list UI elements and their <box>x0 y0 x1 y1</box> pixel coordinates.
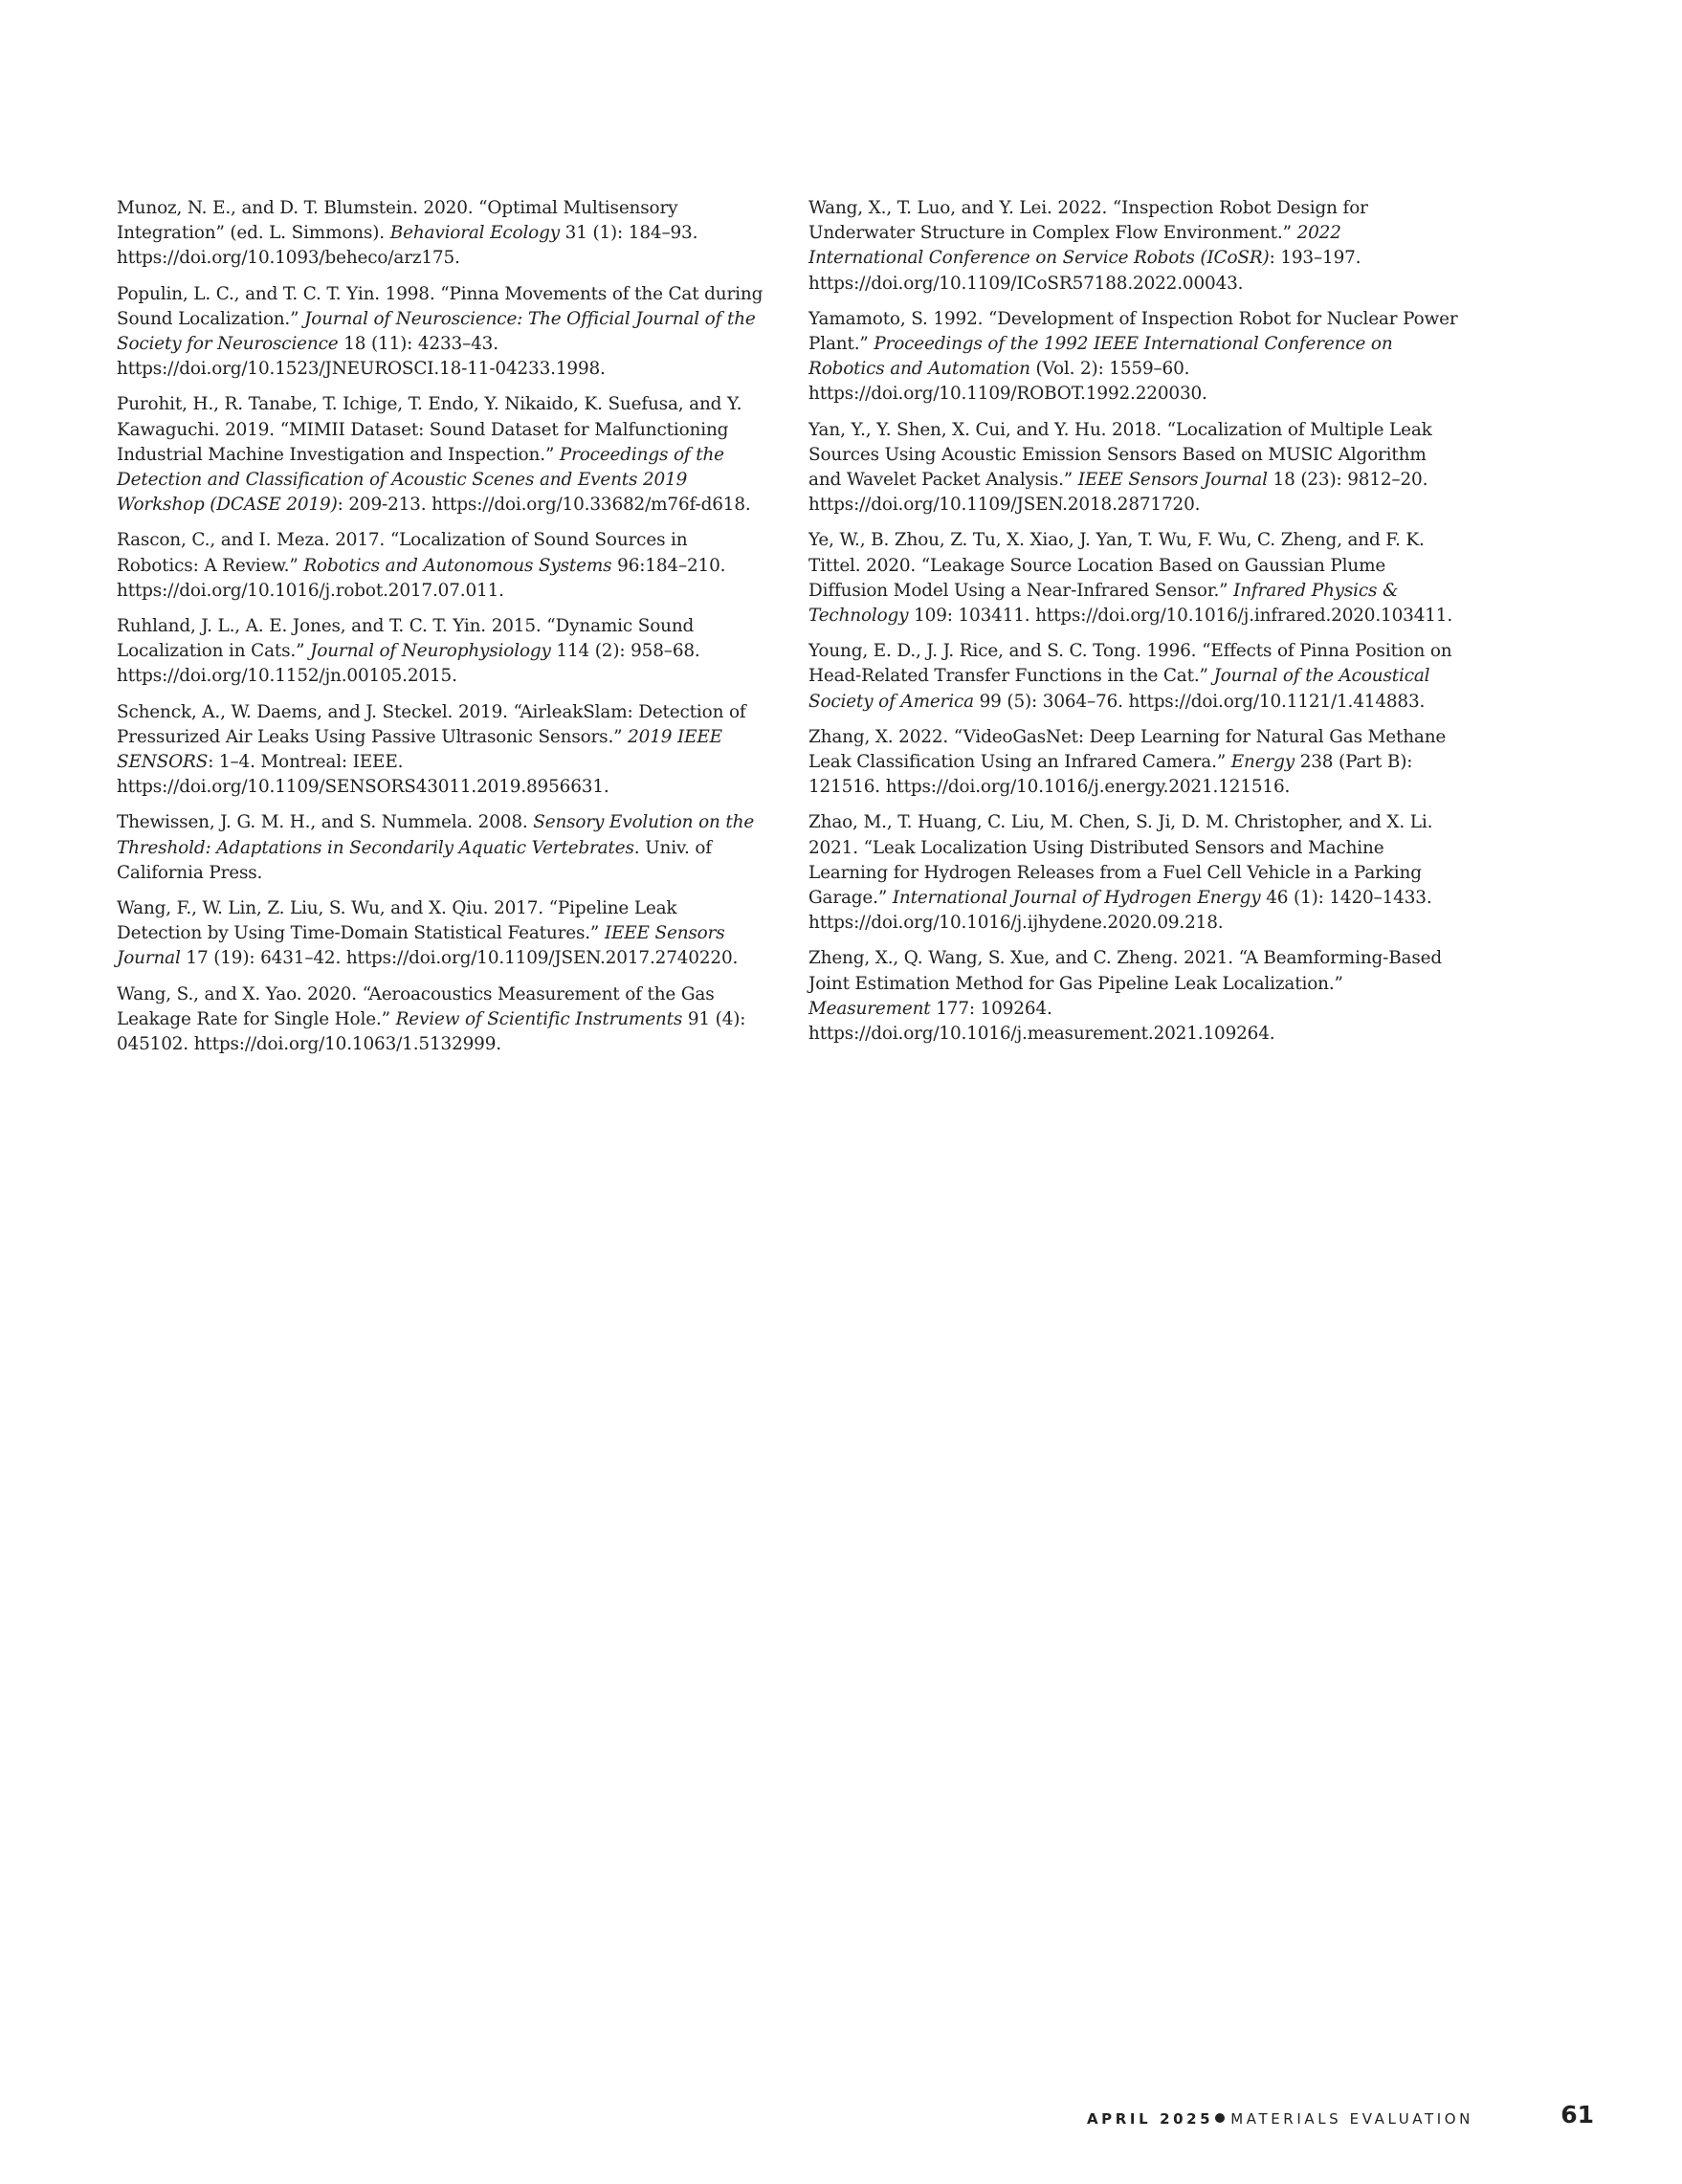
reference-text: Wang, S., and X. Yao. 2020. “Aeroacoustics Measurement of the Gas Leakage Rate for Single Hole.” <box>117 983 715 1029</box>
reference-text: : 1–4. Montreal: IEEE. https://doi.org/10.1109/SENSORS43011.2019.8956631. <box>117 752 609 798</box>
journal-name: MATERIALS EVALUATION <box>1230 2110 1473 2128</box>
reference-source: Journal of the Acoustical Society of America <box>808 666 1430 712</box>
reference-text: Wang, F., W. Lin, Z. Liu, S. Wu, and X. Qiu. 2017. “Pipeline Leak Detection by Using Time-Domain Statistical Features.” <box>117 898 677 944</box>
reference-entry <box>808 307 1459 408</box>
reference-text: Wang, X., T. Luo, and Y. Lei. 2022. “Inspection Robot Design for Underwater Structure in Complex Flow Environment.” <box>808 198 1368 244</box>
reference-entry <box>117 392 767 518</box>
reference-source: Behavioral Ecology <box>389 223 560 244</box>
reference-text: Thewissen, J. G. M. H., and S. Nummela. 2008. <box>117 812 534 833</box>
reference-text: (Vol. 2): 1559–60. https://doi.org/10.1109/ROBOT.1992.220030. <box>808 359 1207 405</box>
reference-text: Yamamoto, S. 1992. “Development of Inspection Robot for Nuclear Power Plant.” <box>808 308 1458 355</box>
reference-source: 2019 IEEE SENSORS <box>117 726 722 773</box>
reference-source: Journal of Neuroscience: The Official Journal of the Society for Neuroscience <box>117 308 756 355</box>
reference-entry <box>117 896 767 972</box>
reference-entry <box>117 810 767 886</box>
reference-text: Zheng, X., Q. Wang, S. Xue, and C. Zheng. 2021. “A Beamforming-Based Joint Estimation Method for Gas Pipeline Leak Localization.” <box>808 948 1443 994</box>
reference-source: Infrared Physics & Technology <box>808 580 1399 627</box>
reference-text: Young, E. D., J. J. Rice, and S. C. Tong. 1996. “Effects of Pinna Position on Head-Related Transfer Functions in the Cat.” <box>808 641 1452 687</box>
reference-source: IEEE Sensors Journal <box>117 923 725 969</box>
reference-entry <box>808 810 1459 936</box>
reference-text: 46 (1): 1420–1433. https://doi.org/10.1016/j.ijhydene.2020.09.218. <box>808 888 1432 934</box>
reference-entry <box>808 639 1459 715</box>
reference-entry <box>117 982 767 1058</box>
reference-text: 96:184–210. https://doi.org/10.1016/j.robot.2017.07.011. <box>117 555 726 601</box>
reference-text: 114 (2): 958–68. https://doi.org/10.1152/jn.00105.2015. <box>117 641 700 687</box>
reference-source: Proceedings of the Detection and Classification of Acoustic Scenes and Events 2019 Workshop (DCASE 2019) <box>117 444 724 516</box>
reference-text: Zhang, X. 2022. “VideoGasNet: Deep Learning for Natural Gas Methane Leak Classification Using an Infrared Camera.” <box>808 726 1447 773</box>
reference-entry <box>117 614 767 690</box>
reference-entry <box>808 418 1459 518</box>
issue-date: APRIL 2025 <box>1086 2110 1214 2128</box>
reference-text: : 209-213. https://doi.org/10.33682/m76f-d618. <box>337 495 751 516</box>
running-head <box>1087 2110 1473 2128</box>
reference-text: Ye, W., B. Zhou, Z. Tu, X. Xiao, J. Yan, T. Wu, F. Wu, C. Zheng, and F. K. Tittel. 2020. “Leakage Source Location Based on Gaussian Plume Diffusion Model Using a Near-Infrared Sensor.” <box>808 530 1425 601</box>
reference-source: Journal of Neurophysiology <box>310 641 551 662</box>
reference-text: Populin, L. C., and T. C. T. Yin. 1998. “Pinna Movements of the Cat during Sound Localization.” <box>117 283 764 329</box>
reference-entry <box>117 700 767 801</box>
reference-entry <box>808 725 1459 801</box>
reference-source: Measurement <box>808 998 931 1019</box>
reference-text: Schenck, A., W. Daems, and J. Steckel. 2019. “AirleakSlam: Detection of Pressurized Air Leaks Using Passive Ultrasonic Sensors.” <box>117 701 746 747</box>
references-column-right <box>808 196 1459 1057</box>
bullet-dot-icon <box>1215 2113 1225 2123</box>
page-number: 61 <box>1560 2101 1594 2129</box>
reference-text: 238 (Part B): 121516. https://doi.org/10.1016/j.energy.2021.121516. <box>808 752 1413 798</box>
reference-text: Purohit, H., R. Tanabe, T. Ichige, T. Endo, Y. Nikaido, K. Suefusa, and Y. Kawaguchi. 2019. “MIMII Dataset: Sound Dataset for Malfunctioning Industrial Machine Investigation and Inspection.” <box>117 394 742 465</box>
reference-source: 2022 International Conference on Service Robots (ICoSR) <box>808 223 1341 269</box>
reference-source: Robotics and Autonomous Systems <box>303 555 612 576</box>
reference-text: : 193–197. https://doi.org/10.1109/ICoSR57188.2022.00043. <box>808 248 1361 294</box>
reference-entry <box>808 946 1459 1047</box>
reference-text: . Univ. of California Press. <box>117 837 712 883</box>
reference-text: Rascon, C., and I. Meza. 2017. “Localization of Sound Sources in Robotics: A Review.” <box>117 530 688 576</box>
references-column-left <box>117 196 767 1068</box>
reference-source: Energy <box>1230 752 1295 773</box>
reference-source: International Journal of Hydrogen Energy <box>892 888 1261 909</box>
reference-entry <box>808 196 1459 297</box>
reference-text: Munoz, N. E., and D. T. Blumstein. 2020. “Optimal Multisensory Integration” (ed. L. Simmons). <box>117 198 678 244</box>
reference-text: Ruhland, J. L., A. E. Jones, and T. C. T. Yin. 2015. “Dynamic Sound Localization in Cats.” <box>117 616 695 662</box>
reference-entry <box>117 282 767 383</box>
reference-text: Yan, Y., Y. Shen, X. Cui, and Y. Hu. 2018. “Localization of Multiple Leak Sources Using Acoustic Emission Sensors Based on MUSIC Algorithm and Wavelet Packet Analysis.” <box>808 419 1432 491</box>
reference-source: Sensory Evolution on the Threshold: Adaptations in Secondarily Aquatic Vertebrates <box>117 812 755 858</box>
reference-text: 17 (19): 6431–42. https://doi.org/10.1109/JSEN.2017.2740220. <box>180 948 739 969</box>
reference-source: Proceedings of the 1992 IEEE International Conference on Robotics and Automation <box>808 334 1393 380</box>
reference-text: 109: 103411. https://doi.org/10.1016/j.infrared.2020.103411. <box>908 606 1453 627</box>
reference-text: 18 (23): 9812–20. https://doi.org/10.1109/JSEN.2018.2871720. <box>808 470 1428 516</box>
reference-entry <box>117 196 767 272</box>
reference-text: 177: 109264. https://doi.org/10.1016/j.measurement.2021.109264. <box>808 998 1275 1045</box>
reference-entry <box>117 528 767 604</box>
reference-entry <box>808 528 1459 629</box>
reference-text: Zhao, M., T. Huang, C. Liu, M. Chen, S. Ji, D. M. Christopher, and X. Li. 2021. “Leak Localization Using Distributed Sensors and Machine Learning for Hydrogen Releases from a Fuel Cell Vehicle in a Parking Garage.” <box>808 812 1433 909</box>
reference-text: 91 (4): 045102. https://doi.org/10.1063/1.5132999. <box>117 1008 746 1055</box>
reference-text: 31 (1): 184–93. https://doi.org/10.1093/beheco/arz175. <box>117 223 698 269</box>
reference-source: IEEE Sensors Journal <box>1077 470 1268 491</box>
reference-text: 99 (5): 3064–76. https://doi.org/10.1121/1.414883. <box>973 691 1426 712</box>
reference-source: Review of Scientific Instruments <box>395 1008 683 1029</box>
page-footer <box>0 2101 1682 2139</box>
reference-text: 18 (11): 4233–43. https://doi.org/10.1523/JNEUROSCI.18-11-04233.1998. <box>117 334 606 380</box>
